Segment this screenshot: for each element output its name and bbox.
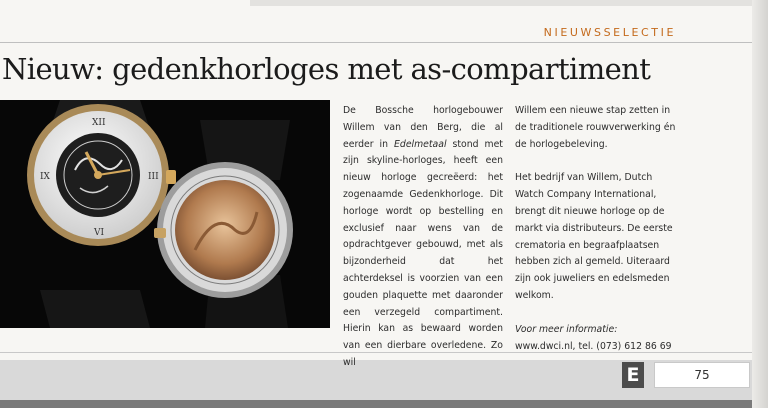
page-number: 75 [654,362,750,388]
body-text: stond met zijn skyline-horloges, heeft een nieuw horloge gecreëerd: het zogenaamde Gedenkhorloge. Dit horloge wordt op bestelling en exclusief naar wens van de opdrachtgever gebouwd, met als bijzonderheid dat het achterdeksel is voorzien van een gouden plaquette met daaronder een verzegeld compartiment. Hierin kan as bewaard worden van een dierbare overledene. Zo wil [343,138,503,368]
svg-text:VI: VI [94,228,105,238]
article-headline: Nieuw: gedenkhorloges met as-compartiment [2,52,651,86]
watch-photo-icon [0,100,330,328]
section-label: NIEUWSSELECTIE [543,26,676,39]
article-column-2 [515,103,680,355]
bottom-bar [0,400,752,408]
footer-divider [0,352,752,353]
contact-title: Voor meer informatie: [515,323,618,335]
svg-text:XII: XII [92,118,106,128]
contact-details: www.dwci.nl, tel. (073) 612 86 69 [515,340,672,352]
header-divider [0,42,752,43]
watch-photo [0,100,330,328]
article-paragraph: Het bedrijf van Willem, Dutch Watch Company International, brengt dit nieuwe horloge op de markt via distributeurs. De eerste crematoria en begraafplaatsen hebben zich al gemeld. Uiteraard zijn ook juweliers en edelsmeden welkom. [515,172,673,301]
svg-text:III: III [148,172,159,182]
page-edge [752,0,768,408]
edition-logo: E [622,362,644,388]
article-paragraph: Willem een nieuwe stap zetten in de traditionele rouwverwerking én de horlogebeleving. [515,105,676,150]
top-strip [250,0,752,6]
magazine-name: Edelmetaal [394,138,447,150]
svg-text:IX: IX [40,172,50,182]
article-column-1 [343,103,503,372]
intro-text: De Bossche horlogebouwer Willem van den Berg, die al eerder in [343,105,503,150]
article-paragraph [343,103,503,372]
